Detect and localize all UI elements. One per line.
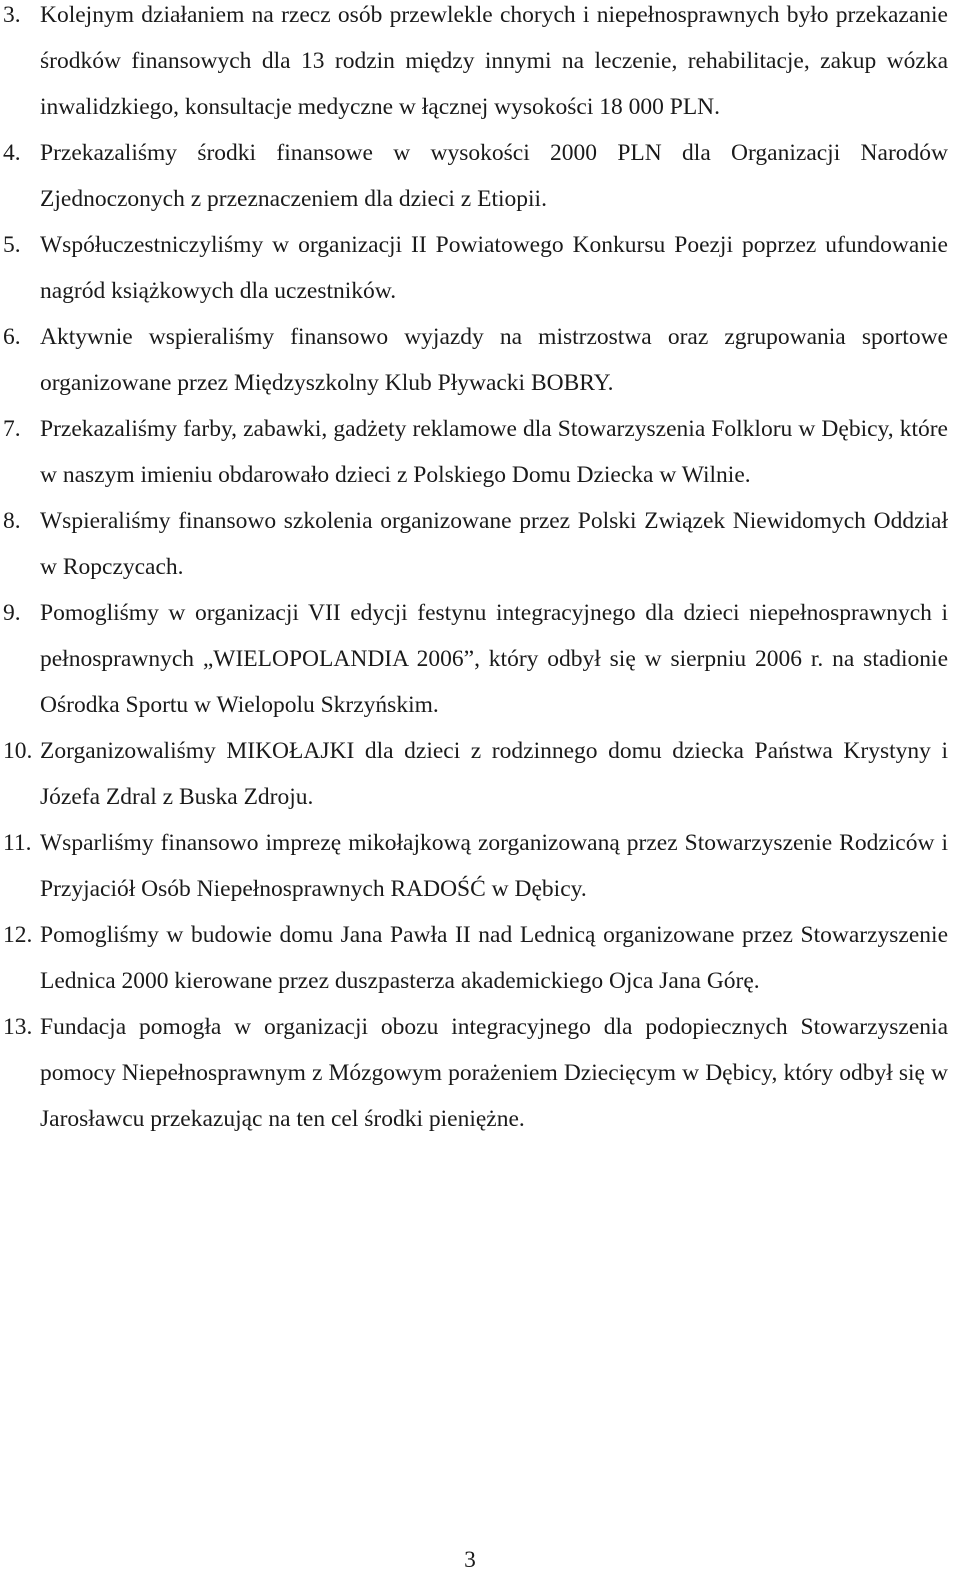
list-item [0, 820, 948, 912]
list-item-text: Wspieraliśmy finansowo szkolenia organizowane przez Polski Związek Niewidomych Oddział w Ropczycach. [40, 508, 948, 580]
list-item [0, 130, 948, 222]
list-item-number: 7. [3, 416, 21, 442]
list-item [0, 590, 948, 728]
list-item-text: Aktywnie wspieraliśmy finansowo wyjazdy na mistrzostwa oraz zgrupowania sportowe organizowane przez Międzyszkolny Klub Pływacki BOBRY. [40, 324, 948, 396]
list-item-number: 12. [3, 922, 33, 948]
list-item-number: 4. [3, 140, 21, 166]
page-number: 3 [464, 1547, 476, 1573]
list-item [0, 406, 948, 498]
list-item-number: 3. [3, 2, 21, 28]
list-item [0, 912, 948, 1004]
list-item [0, 728, 948, 820]
list-item-number: 11. [3, 830, 32, 856]
list-item-text: Zorganizowaliśmy MIKOŁAJKI dla dzieci z rodzinnego domu dziecka Państwa Krystyny i Józefa Zdral z Buska Zdroju. [40, 738, 948, 810]
list-item-text: Pomogliśmy w organizacji VII edycji festynu integracyjnego dla dzieci niepełnosprawnych i pełnosprawnych „WIELOPOLANDIA 2006”, który odbył się w sierpniu 2006 r. na stadionie Ośrodka Sportu w Wielopolu Skrzyńskim. [40, 600, 948, 718]
list-item-text: Kolejnym działaniem na rzecz osób przewlekle chorych i niepełnosprawnych było przekazanie środków finansowych dla 13 rodzin między innymi na leczenie, rehabilitacje, zakup wózka inwalidzkiego, konsultacje medyczne w łącznej wysokości 18 000 PLN. [40, 2, 948, 120]
list-item-text: Wsparliśmy finansowo imprezę mikołajkową zorganizowaną przez Stowarzyszenie Rodziców i Przyjaciół Osób Niepełnosprawnych RADOŚĆ w Dębicy. [40, 830, 948, 902]
list-item-text: Pomogliśmy w budowie domu Jana Pawła II nad Lednicą organizowane przez Stowarzyszenie Lednica 2000 kierowane przez duszpasterza akademickiego Ojca Jana Górę. [40, 922, 948, 994]
list-item-text: Współuczestniczyliśmy w organizacji II Powiatowego Konkursu Poezji poprzez ufundowanie nagród książkowych dla uczestników. [40, 232, 948, 304]
list-item-number: 13. [3, 1014, 33, 1040]
list-item [0, 498, 948, 590]
list-item-text: Przekazaliśmy środki finansowe w wysokości 2000 PLN dla Organizacji Narodów Zjednoczonych z przeznaczeniem dla dzieci z Etiopii. [40, 140, 948, 212]
list-item-number: 10. [3, 738, 33, 764]
list-item [0, 314, 948, 406]
list-item-number: 9. [3, 600, 21, 626]
list-item-number: 5. [3, 232, 21, 258]
list-item [0, 0, 948, 130]
list-item [0, 1004, 948, 1142]
list-item-text: Przekazaliśmy farby, zabawki, gadżety reklamowe dla Stowarzyszenia Folkloru w Dębicy, które w naszym imieniu obdarowało dzieci z Polskiego Domu Dziecka w Wilnie. [40, 416, 948, 488]
list-item-number: 8. [3, 508, 21, 534]
list-item-number: 6. [3, 324, 21, 350]
list-item [0, 222, 948, 314]
list-item-text: Fundacja pomogła w organizacji obozu integracyjnego dla podopiecznych Stowarzyszenia pomocy Niepełnosprawnym z Mózgowym porażeniem Dziecięcym w Dębicy, który odbył się w Jarosławcu przekazując na ten cel środki pieniężne. [40, 1014, 948, 1132]
